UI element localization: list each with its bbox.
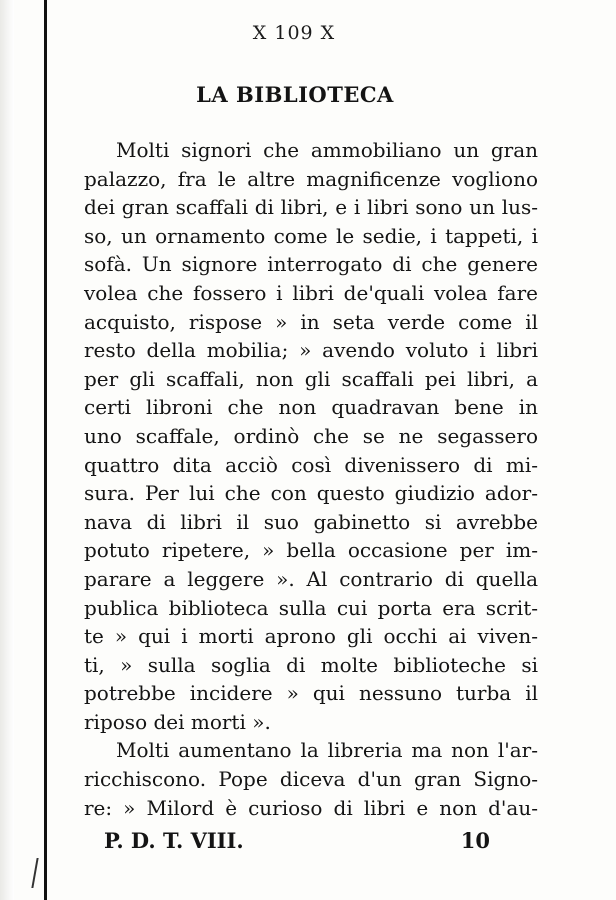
text-line: uno scaffale, ordinò che se ne segassero — [84, 423, 538, 448]
text-line: per gli scaffali, non gli scaffali pei libri, a — [84, 366, 538, 391]
text-line: volea che fossero i libri de'quali volea fare — [84, 280, 538, 305]
text-line: so, un ornamento come le sedie, i tappeti, i — [84, 223, 538, 248]
body-text — [84, 136, 538, 822]
text-line: palazzo, fra le altre magnificenze vogliono — [84, 166, 538, 191]
text-line: potuto ripetere, » bella occasione per im- — [84, 538, 538, 563]
text-line: acquisto, rispose » in seta verde come il — [84, 309, 538, 334]
text-line: ti, » sulla soglia di molte biblioteche si — [84, 652, 538, 677]
text-line: re: » Milord è curioso di libri e non d'au- — [84, 795, 538, 820]
library-stamp: X 109 X — [252, 22, 336, 44]
text-line: parare a leggere ». Al contrario di quella — [84, 566, 538, 591]
text-line: sura. Per lui che con questo giudizio ador- — [84, 481, 538, 506]
text-line: quattro dita acciò così divenissero di mi- — [84, 452, 538, 477]
text-line: resto della mobilia; » avendo voluto i libri — [84, 338, 538, 363]
text-line: riposo dei morti ». — [84, 709, 271, 734]
text-line: Molti signori che ammobiliano un gran — [116, 138, 538, 162]
text-line: certi libroni che non quadravan bene in — [84, 395, 538, 420]
page-spine-shadow — [0, 0, 14, 900]
page-title: LA BIBLIOTECA — [196, 82, 394, 107]
text-line: potrebbe incidere » qui nessuno turba il — [84, 681, 538, 706]
text-line: ricchiscono. Pope diceva d'un gran Signo- — [84, 767, 538, 792]
text-line: sofà. Un signore interrogato di che genere — [84, 252, 538, 277]
binding-gutter-line — [44, 0, 47, 900]
text-line: publica biblioteca sulla cui porta era scrit- — [84, 595, 538, 620]
text-line: Molti aumentano la libreria ma non l'ar- — [116, 738, 538, 763]
text-line: te » qui i morti aprono gli occhi ai viven- — [84, 624, 538, 649]
page-number: 10 — [460, 828, 490, 853]
text-line: nava di libri il suo gabinetto si avrebbe — [84, 509, 538, 534]
text-line: dei gran scaffali di libri, e i libri sono un lus- — [84, 195, 538, 220]
signature-mark: P. D. T. VIII. — [104, 828, 244, 853]
